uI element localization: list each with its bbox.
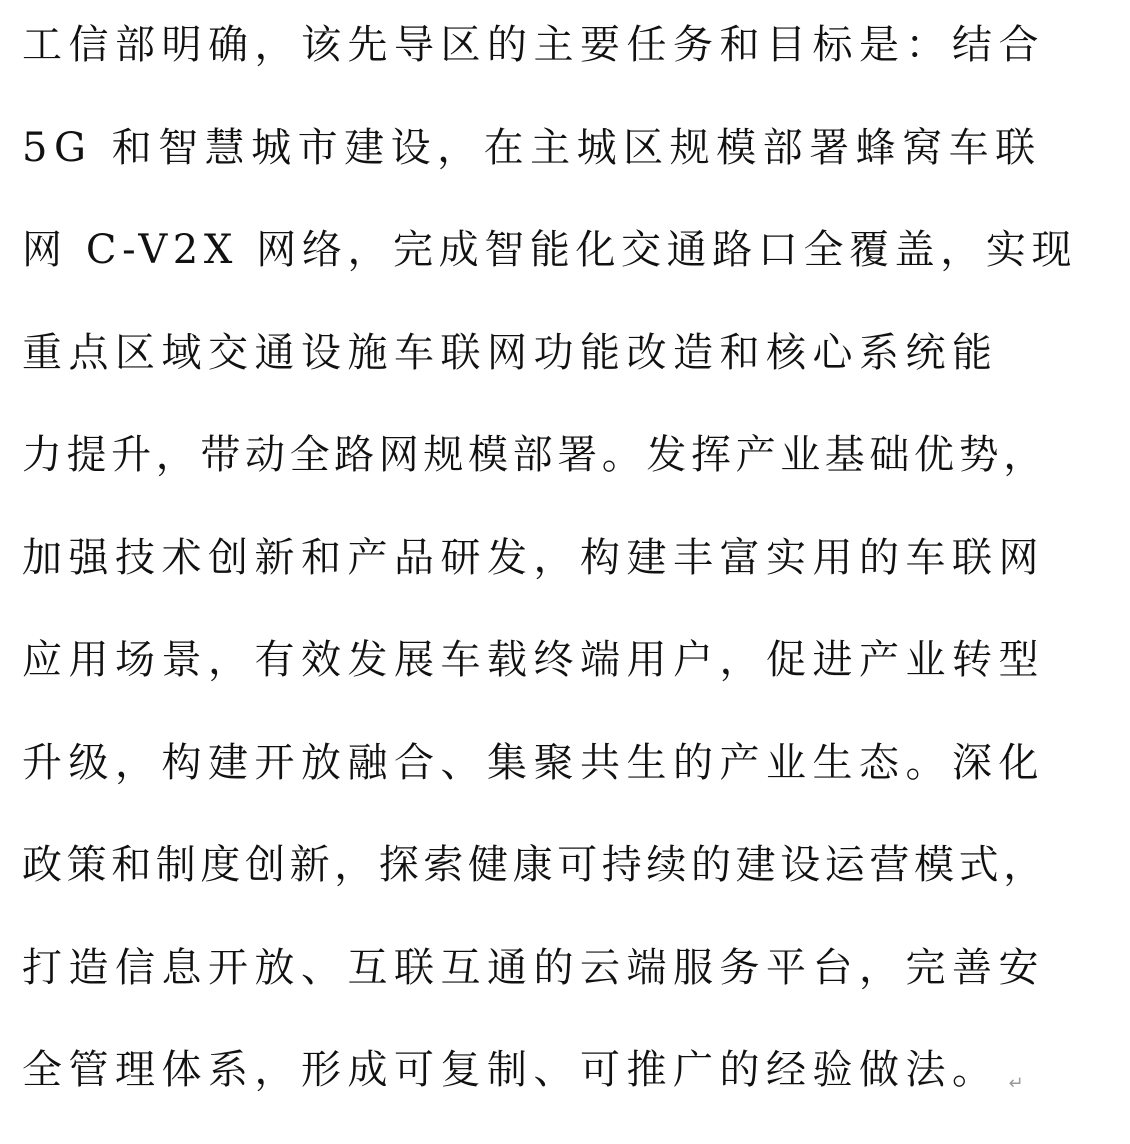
text-line-content: 全管理体系，形成可复制、可推广的经验做法。 <box>22 1047 999 1093</box>
text-line: 加强技术创新和产品研发，构建丰富实用的车联网 <box>22 534 1045 581</box>
text-line: 5G 和智慧城市建设，在主城区规模部署蜂窝车联 <box>22 124 1042 171</box>
body-paragraph <box>22 0 1114 1144</box>
text-line: 升级，构建开放融合、集聚共生的产业生态。深化 <box>22 739 1045 786</box>
text-line: 应用场景，有效发展车载终端用户，促进产业转型 <box>22 637 1045 683</box>
text-line: 重点区域交通设施车联网功能改造和核心系统能 <box>22 329 999 376</box>
text-line: 打造信息开放、互联互通的云端服务平台，完善安 <box>22 944 1045 991</box>
text-line: 网 C-V2X 网络，完成智能化交通路口全覆盖，实现 <box>22 227 1078 273</box>
last-text-line <box>22 1041 1114 1144</box>
text-line: 政策和制度创新，探索健康可持续的建设运营模式， <box>22 842 1048 888</box>
paragraph-mark-icon: ↵ <box>1008 1073 1024 1094</box>
text-line: 力提升，带动全路网规模部署。发挥产业基础优势， <box>22 432 1048 478</box>
text-line: 工信部明确，该先导区的主要任务和目标是：结合 <box>22 22 1045 68</box>
